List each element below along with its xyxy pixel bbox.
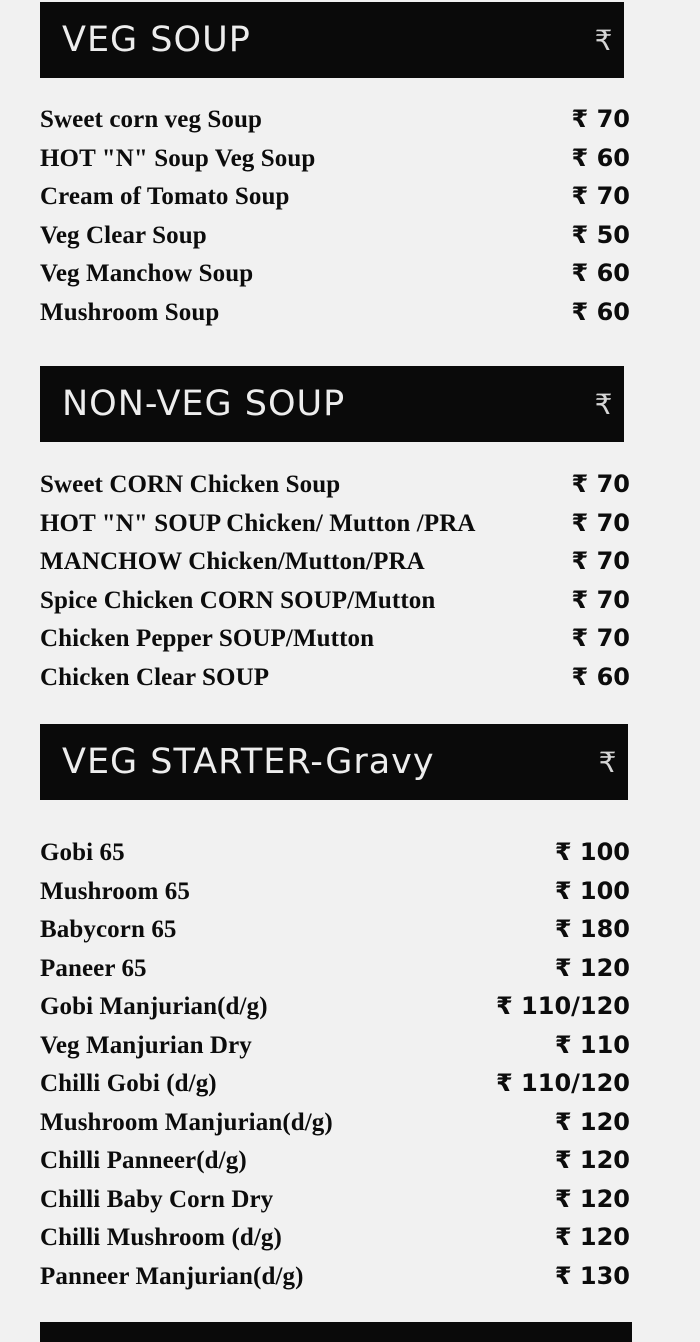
item-price: ₹ 70 xyxy=(571,508,630,537)
section-title: VEG STARTER-Gravy xyxy=(62,742,435,782)
menu-list-non-veg-soup xyxy=(40,470,630,701)
item-name: Chilli Gobi (d/g) xyxy=(40,1070,217,1097)
item-name: Sweet corn veg Soup xyxy=(40,106,263,133)
item-name: Mushroom 65 xyxy=(40,877,190,905)
section-title: VEG SOUP xyxy=(62,20,251,60)
item-price: ₹ 60 xyxy=(571,259,630,287)
menu-item xyxy=(40,663,630,702)
menu-item xyxy=(40,298,630,337)
item-name: Babycorn 65 xyxy=(40,916,177,943)
item-price: ₹ 70 xyxy=(571,624,630,652)
rupee-icon: ₹ xyxy=(598,745,618,779)
menu-item xyxy=(40,182,630,221)
item-name: Veg Clear Soup xyxy=(40,221,207,249)
item-name: Gobi 65 xyxy=(40,839,125,866)
menu-item xyxy=(40,1108,630,1147)
menu-list-veg-soup xyxy=(40,105,630,336)
menu-item xyxy=(40,1262,630,1301)
menu-item xyxy=(40,509,630,548)
item-price: ₹ 120 xyxy=(554,1223,630,1251)
item-price: ₹ 60 xyxy=(571,143,630,172)
menu-item xyxy=(40,105,630,144)
item-price: ₹ 120 xyxy=(554,1107,630,1136)
menu-item xyxy=(40,221,630,260)
section-header-veg-starter xyxy=(40,724,628,800)
item-name: MANCHOW Chicken/Mutton/PRA xyxy=(40,548,425,575)
item-name: Mushroom Manjurian(d/g) xyxy=(40,1108,333,1136)
menu-item xyxy=(40,915,630,954)
item-price: ₹ 100 xyxy=(554,876,630,905)
item-price: ₹ 120 xyxy=(554,1146,630,1174)
menu-item xyxy=(40,1146,630,1185)
item-name: HOT "N" Soup Veg Soup xyxy=(40,144,316,172)
item-name: Chicken Pepper SOUP/Mutton xyxy=(40,625,375,652)
next-section-header-edge xyxy=(40,1322,632,1342)
menu-item xyxy=(40,877,630,916)
item-price: ₹ 110 xyxy=(554,1030,630,1059)
item-price: ₹ 50 xyxy=(571,220,630,249)
menu-item xyxy=(40,144,630,183)
item-name: Mushroom Soup xyxy=(40,298,220,326)
item-name: Spice Chicken CORN SOUP/Mutton xyxy=(40,586,436,614)
item-price: ₹ 70 xyxy=(571,547,630,575)
item-name: Veg Manchow Soup xyxy=(40,260,254,287)
menu-item xyxy=(40,470,630,509)
item-name: Veg Manjurian Dry xyxy=(40,1031,252,1059)
menu-item xyxy=(40,992,630,1031)
item-price: ₹ 110/120 xyxy=(495,992,630,1020)
menu-item xyxy=(40,586,630,625)
rupee-icon: ₹ xyxy=(594,23,614,57)
menu-item xyxy=(40,1031,630,1070)
item-price: ₹ 70 xyxy=(571,105,630,133)
menu-item xyxy=(40,1185,630,1224)
menu-item xyxy=(40,259,630,298)
item-name: Paneer 65 xyxy=(40,954,147,982)
item-price: ₹ 180 xyxy=(554,915,630,943)
section-title: NON-VEG SOUP xyxy=(62,384,346,424)
section-header-veg-soup xyxy=(40,2,624,78)
menu-item xyxy=(40,624,630,663)
item-name: Sweet CORN Chicken Soup xyxy=(40,471,341,498)
item-name: Chilli Baby Corn Dry xyxy=(40,1185,274,1213)
rupee-icon: ₹ xyxy=(594,387,614,421)
menu-item xyxy=(40,547,630,586)
item-name: Chilli Mushroom (d/g) xyxy=(40,1224,282,1251)
item-price: ₹ 70 xyxy=(571,585,630,614)
item-name: Chicken Clear SOUP xyxy=(40,663,270,691)
menu-item xyxy=(40,1223,630,1262)
menu-item xyxy=(40,1069,630,1108)
item-price: ₹ 120 xyxy=(554,1184,630,1213)
menu-list-veg-starter xyxy=(40,838,630,1300)
item-price: ₹ 100 xyxy=(554,838,630,866)
item-price: ₹ 70 xyxy=(571,182,630,210)
item-name: HOT "N" SOUP Chicken/ Mutton /PRA xyxy=(40,509,476,537)
item-price: ₹ 120 xyxy=(554,953,630,982)
item-name: Panneer Manjurian(d/g) xyxy=(40,1262,304,1290)
menu-item xyxy=(40,954,630,993)
item-price: ₹ 70 xyxy=(571,470,630,498)
section-header-non-veg-soup xyxy=(40,366,624,442)
item-name: Cream of Tomato Soup xyxy=(40,183,290,210)
item-price: ₹ 130 xyxy=(554,1261,630,1290)
item-price: ₹ 110/120 xyxy=(495,1069,630,1097)
item-price: ₹ 60 xyxy=(571,297,630,326)
item-name: Chilli Panneer(d/g) xyxy=(40,1147,247,1174)
menu-item xyxy=(40,838,630,877)
item-price: ₹ 60 xyxy=(571,662,630,691)
item-name: Gobi Manjurian(d/g) xyxy=(40,993,268,1020)
